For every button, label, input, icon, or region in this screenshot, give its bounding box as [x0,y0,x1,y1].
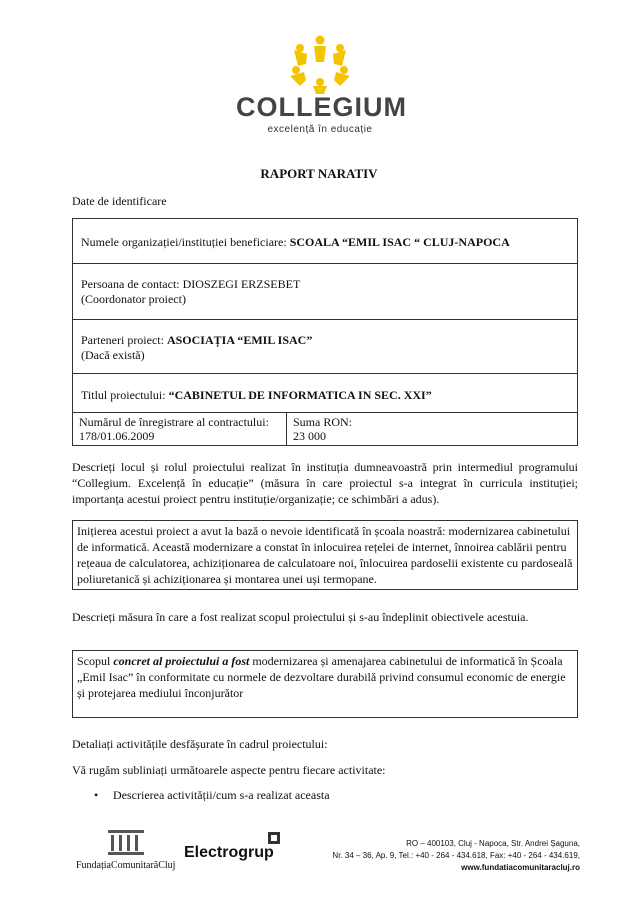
org-value: SCOALA “EMIL ISAC “ CLUJ-NAPOCA [289,235,510,249]
partners-label: Parteneri proiect: [81,333,164,347]
answer-1: Inițierea acestui proiect a avut la bază o nevoie identificată în școala noastră: modernizarea cabinetului de informatică. Această modernizare a constat în inlocuirea rețelei de internet, înnoirea cablării pentru rețeaua de calculatorea, achiziționarea de calculatoare noi, înlocuirea pardoselii existente cu pardoseală poliuretanică și achiziționarea și montarea unei uși termopane. [77,524,573,586]
electrogrup-logo [184,840,274,862]
address-line-2: Nr. 34 – 36, Ap. 9, Tel.: +40 - 264 - 434.618, Fax: +40 - 264 - 434.619, [332,851,580,860]
answer-2-box [72,650,578,718]
contact-value: DIOSZEGI ERZSEBET [182,277,301,291]
bullet-item [94,788,330,803]
project-value: “CABINETUL DE INFORMATICA IN SEC. XXI” [168,388,432,402]
contact-row [73,264,577,320]
address-line-3: www.fundatiacomunitaracluj.ro [461,863,580,872]
project-label: Titlul proiectului: [81,388,166,402]
question-3: Detaliați activitățile desfășurate în cadrul proiectului: [72,737,328,751]
question-2: Descrieți măsura în care a fost realizat scopul proiectului și s-au îndeplinit obiectivele acestuia. [72,610,529,624]
contract-label: Numărul de înregistrare al contractului: [79,415,269,429]
collegium-logo [236,32,407,140]
partners-value: ASOCIAȚIA “EMIL ISAC” [166,333,313,347]
electrogrup-mark-icon [268,832,280,844]
answer-2-rest: modernizarea și amenajarea cabinetului de informatică în Școala „Emil Isac” în conformitate cu normele de dezvoltare durabilă privind consumul economic de energie și protejarea mediului înconjurător [77,654,566,700]
section-label: Date de identificare [72,194,167,208]
collegium-figures-icon [236,32,404,94]
electrogrup-name: Electrogrup [184,844,274,861]
question-1: Descrieți locul și rolul proiectului realizat în instituția dumneavoastră prin intermediul programului “Collegium. Excelență în educație” (măsura în care proiectul s-a integrat în curricula instituției; importanța acestui proiect pentru instituție/organizație; ce schimbări a adus). [72,460,578,506]
answer-1-box [72,520,578,590]
partners-row [73,320,577,374]
footer-address [318,838,580,874]
answer-2-emphasis: concret al proiectului a fost [113,654,250,668]
contract-value: 178/01.06.2009 [79,429,155,443]
contact-note: (Coordonator proiect) [81,292,186,306]
page-title: RAPORT NARATIV [260,166,378,181]
answer-2-prefix: Scopul [77,654,111,668]
contract-row [73,413,577,445]
fc-name [76,860,186,871]
sum-value: 23 000 [293,429,326,443]
org-label: Numele organizației/instituției beneficiare: [81,235,287,249]
identification-table [72,218,578,446]
fundatia-comunitara-logo [76,828,176,878]
bullet-icon: • [94,788,99,802]
question-4: Vă rugăm subliniați următoarele aspecte pentru fiecare activitate: [72,763,386,777]
columns-icon [106,828,146,858]
bullet-1-text: Descrierea activității/cum s-a realizat aceasta [113,788,330,802]
project-row [73,374,577,413]
contact-label: Persoana de contact: [81,277,180,291]
logo-wordmark: COLLEGIUM [236,92,407,122]
org-row [73,219,577,264]
partners-note: (Dacă există) [81,348,145,362]
sum-cell [287,413,577,445]
answer-2 [73,651,577,703]
fc-name-c: Cluj [158,860,176,871]
fc-name-b: Comunitară [111,860,159,871]
sum-label: Suma RON: [293,415,353,429]
fc-name-a: Fundația [76,860,111,871]
logo-tagline: excelență în educație [267,124,373,135]
contract-cell [73,413,287,445]
address-line-1: RO – 400103, Cluj - Napoca, Str. Andrei Șaguna, [406,839,580,848]
